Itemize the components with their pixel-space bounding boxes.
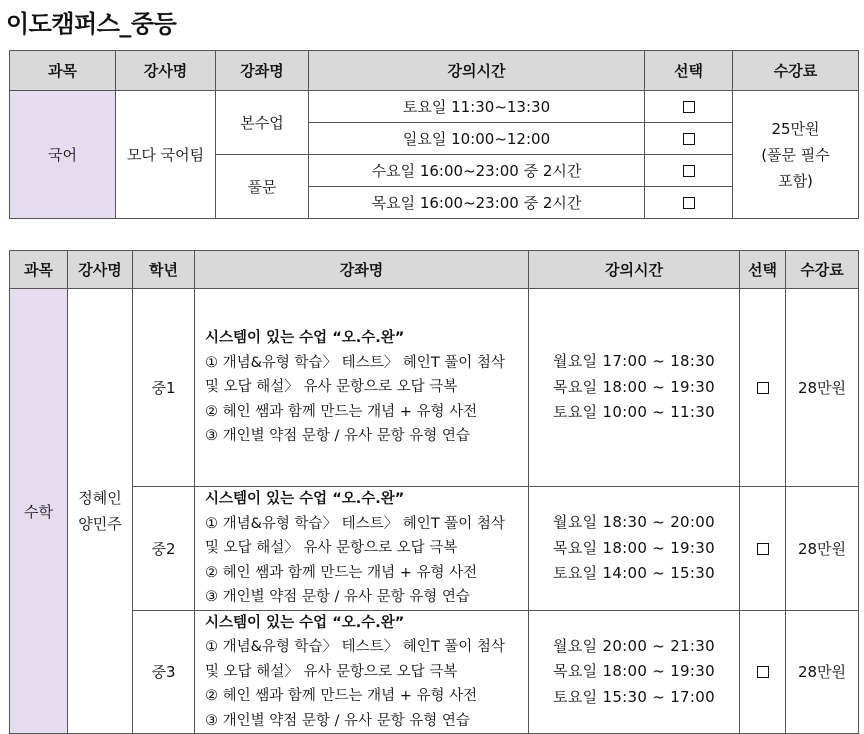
time-cell: 일요일 10:00~12:00 bbox=[309, 123, 645, 155]
header-time: 강의시간 bbox=[309, 51, 645, 91]
select-cell[interactable] bbox=[645, 123, 733, 155]
select-cell[interactable] bbox=[645, 155, 733, 187]
subject-cell: 수학 bbox=[10, 289, 68, 734]
checkbox[interactable] bbox=[757, 543, 769, 555]
select-cell[interactable] bbox=[740, 487, 786, 611]
header-course: 강좌명 bbox=[216, 51, 309, 91]
time-cell bbox=[529, 610, 740, 734]
fee-cell bbox=[733, 91, 859, 219]
teacher-cell bbox=[68, 289, 133, 734]
fee-cell: 28만원 bbox=[786, 487, 859, 611]
checkbox[interactable] bbox=[683, 133, 695, 145]
page-title: 이도캠퍼스_중등 bbox=[6, 10, 177, 38]
course-line: ② 헤인 쌤과 함께 만드는 개념 + 유형 사전 bbox=[205, 688, 478, 704]
grade-cell: 중2 bbox=[133, 487, 195, 611]
course-line: ① 개념&유형 학습〉 테스트〉 헤인T 풀이 첨삭 bbox=[205, 354, 505, 371]
header-time: 강의시간 bbox=[529, 251, 740, 289]
time-line: 목요일 18:00 ~ 19:30 bbox=[553, 662, 715, 680]
checkbox[interactable] bbox=[757, 666, 769, 678]
header-fee: 수강료 bbox=[786, 251, 859, 289]
header-grade: 학년 bbox=[133, 251, 195, 289]
course-line: ① 개념&유형 학습〉 테스트〉 헤인T 풀이 첨삭 bbox=[205, 639, 505, 655]
course-title: 시스템이 있는 수업 “오.수.완” bbox=[205, 491, 405, 507]
course-line: ① 개념&유형 학습〉 테스트〉 헤인T 풀이 첨삭 bbox=[205, 515, 505, 532]
fee-line: 포함) bbox=[778, 171, 813, 190]
fee-line: (풀문 필수 bbox=[761, 145, 830, 164]
course-title: 시스템이 있는 수업 “오.수.완” bbox=[205, 614, 405, 631]
course-sub-cell: 풀문 bbox=[216, 155, 309, 219]
time-cell bbox=[529, 289, 740, 487]
course-desc-cell bbox=[195, 289, 529, 487]
select-cell[interactable] bbox=[645, 187, 733, 219]
korean-course-table bbox=[9, 50, 859, 219]
time-line: 월요일 18:30 ~ 20:00 bbox=[553, 513, 715, 531]
subject-cell: 국어 bbox=[10, 91, 116, 219]
fee-cell: 28만원 bbox=[786, 289, 859, 487]
fee-cell: 28만원 bbox=[786, 610, 859, 734]
course-line: ③ 개인별 약점 문항 / 유사 문항 유형 연습 bbox=[205, 712, 470, 729]
course-desc-cell bbox=[195, 487, 529, 611]
grade-cell: 중3 bbox=[133, 610, 195, 734]
time-line: 토요일 10:00 ~ 11:30 bbox=[553, 403, 715, 422]
course-line: ② 헤인 쌤과 함께 만드는 개념 + 유형 사전 bbox=[205, 403, 478, 420]
header-teacher: 강사명 bbox=[68, 251, 133, 289]
time-line: 목요일 18:00 ~ 19:30 bbox=[553, 538, 715, 557]
course-main-cell: 본수업 bbox=[216, 91, 309, 155]
select-cell[interactable] bbox=[740, 289, 786, 487]
time-cell: 토요일 11:30~13:30 bbox=[309, 91, 645, 123]
course-line: ③ 개인별 약점 문항 / 유사 문항 유형 연습 bbox=[205, 428, 470, 445]
header-subject: 과목 bbox=[10, 251, 68, 289]
checkbox[interactable] bbox=[683, 101, 695, 113]
course-line: 및 오답 해설〉 유사 문항으로 오답 극복 bbox=[205, 540, 458, 556]
time-line: 토요일 14:00 ~ 15:30 bbox=[553, 564, 715, 582]
course-line: ② 헤인 쌤과 함께 만드는 개념 + 유형 사전 bbox=[205, 564, 478, 581]
time-line: 목요일 18:00 ~ 19:30 bbox=[553, 377, 715, 396]
course-desc-cell bbox=[195, 610, 529, 734]
time-cell: 목요일 16:00~23:00 중 2시간 bbox=[309, 187, 645, 219]
fee-line: 25만원 bbox=[771, 119, 820, 138]
time-line: 월요일 17:00 ~ 18:30 bbox=[553, 352, 715, 371]
checkbox[interactable] bbox=[757, 382, 769, 394]
header-course: 강좌명 bbox=[195, 251, 529, 289]
select-cell[interactable] bbox=[740, 610, 786, 734]
math-course-table bbox=[9, 250, 859, 734]
header-select: 선택 bbox=[740, 251, 786, 289]
time-line: 월요일 20:00 ~ 21:30 bbox=[553, 636, 715, 655]
header-subject: 과목 bbox=[10, 51, 116, 91]
header-select: 선택 bbox=[645, 51, 733, 91]
teacher-cell: 모다 국어팀 bbox=[116, 91, 216, 219]
grade-cell: 중1 bbox=[133, 289, 195, 487]
course-line: 및 오답 해설〉 유사 문항으로 오답 극복 bbox=[205, 663, 458, 680]
course-line: 및 오답 해설〉 유사 문항으로 오답 극복 bbox=[205, 379, 458, 396]
course-title: 시스템이 있는 수업 “오.수.완” bbox=[205, 330, 405, 347]
time-cell bbox=[529, 487, 740, 611]
header-fee: 수강료 bbox=[733, 51, 859, 91]
header-teacher: 강사명 bbox=[116, 51, 216, 91]
course-line: ③ 개인별 약점 문항 / 유사 문항 유형 연습 bbox=[205, 589, 470, 605]
teacher-name: 정혜인 bbox=[78, 489, 122, 507]
checkbox[interactable] bbox=[683, 197, 695, 209]
time-line: 토요일 15:30 ~ 17:00 bbox=[553, 687, 715, 706]
teacher-name: 양민주 bbox=[78, 515, 122, 533]
time-cell: 수요일 16:00~23:00 중 2시간 bbox=[309, 155, 645, 187]
select-cell[interactable] bbox=[645, 91, 733, 123]
checkbox[interactable] bbox=[683, 165, 695, 177]
